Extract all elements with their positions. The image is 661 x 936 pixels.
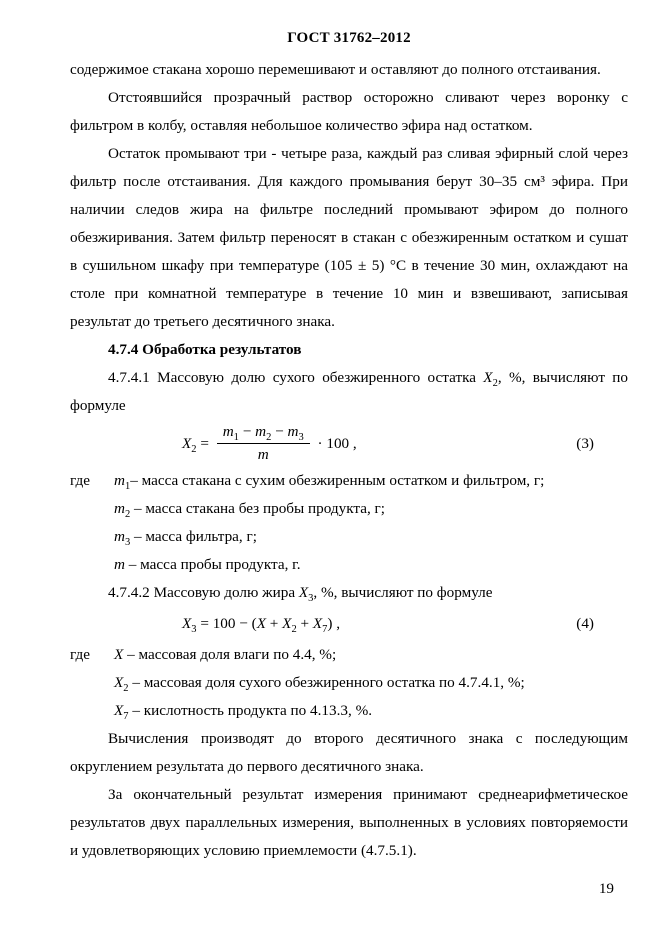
- where-item: $m_3$ – масса фильтра, г;: [114, 528, 257, 549]
- formula-3-denominator: m: [257, 446, 269, 464]
- paragraph-4741: [70, 364, 628, 420]
- document-header: ГОСТ 31762–2012: [287, 30, 411, 46]
- where-label: где: [70, 472, 90, 490]
- paragraph-4741-pre: 4.7.4.1 Массовую долю сухого обезжиренного остатка: [108, 369, 484, 386]
- formula-3-fraction: [217, 423, 310, 464]
- equation-number-3: (3): [576, 434, 594, 452]
- paragraph-intro: содержимое стакана хорошо перемешивают и оставляют до полного отстаивания.: [70, 61, 601, 78]
- where-item: $X_7$ – кислотность продукта по 4.13.3, %.: [114, 702, 373, 723]
- formula-4-expression: $X_3 = 100 - (X + X_2 + X_7)$ ,: [182, 615, 341, 636]
- section-heading-474: 4.7.4 Обработка результатов: [108, 341, 302, 358]
- paragraph-final-result: За окончательный результат измерения принимают среднеарифметическое результатов двух параллельных измерения, выполненных в условиях повторяемости и удовлетворяющих условию приемлемости (4.7.5.1).: [70, 786, 628, 860]
- variable-x3-sub: 3: [308, 593, 314, 605]
- where-item: где $m_1-$ масса стакана с сухим обезжиренным остатком и фильтром, г;: [70, 467, 628, 495]
- equation-number-4: (4): [576, 615, 594, 633]
- paragraph-rounding: Вычисления производят до второго десятичного знака с последующим округлением результата до первого десятичного знака.: [70, 730, 628, 776]
- formula-3-expression: $X_2$ = $\frac{m_1 - m_2 - m_3}{m}$ · 100 ,: [182, 423, 357, 464]
- where-label: где: [70, 646, 90, 664]
- paragraph-4742-pre: 4.7.4.2 Массовую долю жира: [108, 584, 299, 602]
- formula-3-lhs: X: [182, 435, 192, 453]
- variable-x2: X: [483, 369, 493, 386]
- paragraph-decant: Отстоявшийся прозрачный раствор осторожно сливают через воронку с фильтром в колбу, оставляя небольшое количество эфира над остатком.: [70, 89, 628, 134]
- paragraph-4742: [70, 579, 628, 607]
- where-item: $m_2$ – масса стакана без пробы продукта, г;: [114, 500, 385, 521]
- formula-4-lhs: X: [182, 615, 192, 633]
- paragraph-4741-post: , %, вычисляют по формуле: [70, 369, 628, 414]
- where-item: m – масса пробы продукта, г.: [114, 556, 301, 574]
- where-item: где X – массовая доля влаги по 4.4, %;: [70, 641, 628, 669]
- where-list-3: [70, 467, 628, 579]
- variable-x2-sub: 2: [492, 378, 498, 390]
- page-number: 19: [598, 880, 614, 897]
- where-list-4: [70, 641, 628, 725]
- variable-x3: X: [298, 584, 309, 602]
- formula-3-numerator: $m_1 - m_2 - m_3$: [217, 423, 310, 444]
- where-item: $X_2$ – массовая доля сухого обезжиренного остатка по 4.7.4.1, %;: [114, 674, 525, 695]
- formula-3-tail: · 100 ,: [313, 435, 357, 453]
- paragraph-4742-post: , %, вычисляют по формуле: [313, 584, 493, 602]
- formula-4: [70, 610, 628, 638]
- formula-3: [70, 423, 628, 464]
- paragraph-wash: Остаток промывают три - четыре раза, каждый раз сливая эфирный слой через фильтр после отстаивания. Для каждого промывания берут 30–35 см³ эфира. При наличии следов жира на фильтре последний промывают эфиром до полного обезжиривания. Затем фильтр переносят в стакан с обезжиренным остатком и сушат в сушильном шкафу при температуре (105 ± 5) °С в течение 30 мин, охлаждают на столе при комнатной температуре в течение 10 мин и взвешивают, записывая результат до третьего десятичного знака.: [70, 145, 628, 330]
